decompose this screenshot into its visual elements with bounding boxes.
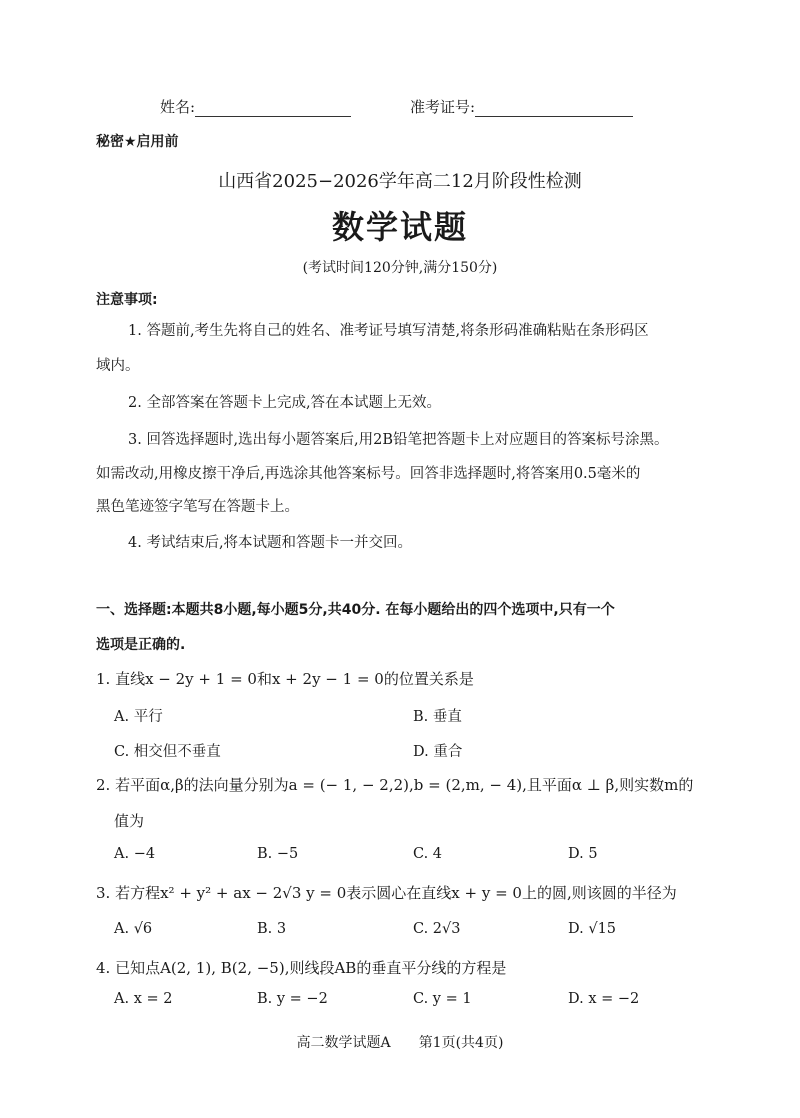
name-blank[interactable] [195, 100, 351, 117]
footer-exam-name: 高二数学试题A [296, 1035, 391, 1051]
section-1-line2: 选项是正确的. [96, 637, 186, 653]
question-2-stem-cont: 值为 [114, 812, 145, 830]
question-4-stem: 4. 已知点A(2, 1), B(2, −5),则线段AB的垂直平分线的方程是 [96, 959, 507, 977]
notice-item-3-line1: 3. 回答选择题时,选出每小题答案后,用2B铅笔把答题卡上对应题目的答案标号涂黑。 [128, 432, 669, 448]
question-1-stem: 1. 直线x − 2y + 1 = 0和x + 2y − 1 = 0的位置关系是 [96, 670, 474, 688]
secret-mark: 秘密★启用前 [96, 134, 179, 150]
question-3-option-c[interactable]: C. 2√3 [413, 921, 461, 937]
question-3-option-d[interactable]: D. √15 [568, 921, 617, 937]
notice-item-3-line3: 黑色笔迹签字笔写在答题卡上。 [96, 499, 299, 515]
question-2-option-b[interactable]: B. −5 [257, 846, 299, 862]
notice-item-1-line1: 1. 答题前,考生先将自己的姓名、准考证号填写清楚,将条形码准确粘贴在条形码区 [128, 323, 649, 339]
notice-heading: 注意事项: [96, 292, 158, 308]
question-2-stem: 2. 若平面α,β的法向量分别为a = (− 1, − 2,2),b = (2,m, − 4),且平面α ⊥ β,则实数m的 [96, 776, 694, 794]
question-1-option-b[interactable]: B. 垂直 [413, 709, 462, 725]
question-1-option-d[interactable]: D. 重合 [413, 744, 463, 760]
question-3-option-b[interactable]: B. 3 [257, 921, 287, 937]
exam-id-field [410, 96, 633, 117]
exam-title: 数学试题 [331, 208, 468, 246]
notice-item-1-line2: 域内。 [96, 358, 140, 374]
question-4-option-a[interactable]: A. x = 2 [114, 991, 173, 1007]
footer-page-info: 第1页(共4页) [418, 1035, 504, 1051]
question-1-option-c[interactable]: C. 相交但不垂直 [114, 744, 221, 760]
notice-item-3-line2: 如需改动,用橡皮擦干净后,再选涂其他答案标号。回答非选择题时,将答案用0.5毫米的 [96, 466, 641, 482]
question-2-option-d[interactable]: D. 5 [568, 846, 598, 862]
question-3-option-a[interactable]: A. √6 [114, 921, 153, 937]
exam-id-label: 准考证号: [410, 98, 476, 116]
question-2-option-c[interactable]: C. 4 [413, 846, 443, 862]
question-4-option-d[interactable]: D. x = −2 [568, 991, 640, 1007]
page-footer [0, 1032, 800, 1052]
question-4-option-b[interactable]: B. y = −2 [257, 991, 328, 1007]
section-1-line1: 一、选择题:本题共8小题,每小题5分,共40分. 在每小题给出的四个选项中,只有一个 [96, 602, 615, 618]
question-3-stem: 3. 若方程x² + y² + ax − 2√3 y = 0表示圆心在直线x + y = 0上的圆,则该圆的半径为 [96, 884, 677, 902]
question-2-option-a[interactable]: A. −4 [114, 846, 156, 862]
notice-item-4: 4. 考试结束后,将本试题和答题卡一并交回。 [128, 535, 413, 551]
name-label: 姓名: [160, 98, 196, 116]
exam-id-blank[interactable] [475, 100, 633, 117]
question-1-option-a[interactable]: A. 平行 [114, 709, 163, 725]
question-4-option-c[interactable]: C. y = 1 [413, 991, 472, 1007]
notice-item-2: 2. 全部答案在答题卡上完成,答在本试题上无效。 [128, 395, 442, 411]
exam-subtitle: 山西省2025−2026学年高二12月阶段性检测 [218, 171, 582, 192]
time-info: (考试时间120分钟,满分150分) [302, 260, 498, 276]
name-field [160, 96, 351, 117]
